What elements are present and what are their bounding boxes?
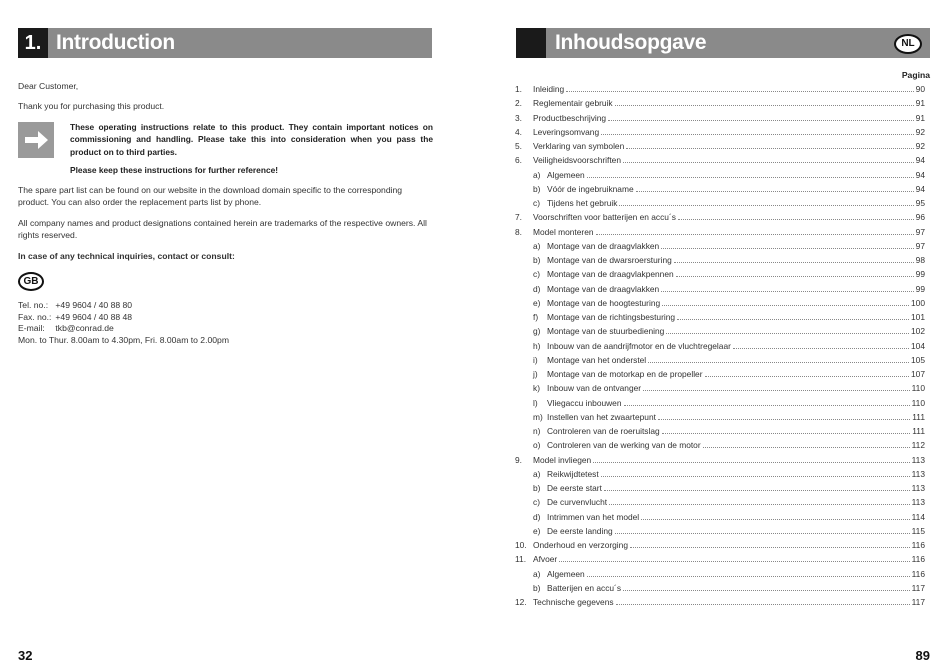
toc-entry <box>515 383 925 397</box>
toc-entry-number: b) <box>533 483 541 493</box>
toc-entry-label: Montage van de stuurbediening <box>547 326 665 337</box>
toc-entry-label: De eerste landing <box>547 525 613 536</box>
toc-entry-label: Vliegaccu inbouwen <box>547 397 622 408</box>
toc-leader-dots <box>619 205 913 206</box>
toc-entry-number: 8. <box>515 226 522 237</box>
toc-leader-dots <box>615 533 910 534</box>
toc-entry <box>515 312 925 326</box>
toc-entry-page: 94 <box>915 155 925 166</box>
toc-leader-dots <box>666 333 909 334</box>
toc-entry-label: Montage van de richtingsbesturing <box>547 312 676 322</box>
toc-entry-page: 94 <box>915 169 925 180</box>
toc-entry-page: 114 <box>911 511 925 522</box>
toc-entry <box>515 98 925 112</box>
toc-entry <box>515 426 925 440</box>
greeting: Dear Customer, <box>18 81 79 91</box>
toc-entry <box>515 355 925 369</box>
toc-entry-number: b) <box>533 183 541 194</box>
toc-leader-dots <box>623 162 914 163</box>
toc-entry <box>515 269 925 283</box>
toc-leader-dots <box>623 590 910 591</box>
page-number: 32 <box>18 648 33 663</box>
toc-entry <box>515 341 925 355</box>
toc-leader-dots <box>630 547 910 548</box>
toc-entry-number: f) <box>533 312 539 322</box>
toc-entry-page: 97 <box>915 226 925 237</box>
toc-entry-page: 90 <box>915 84 925 94</box>
toc-entry-label: Montage van de motorkap en de propeller <box>547 369 703 379</box>
toc-entry-number: a) <box>533 169 541 180</box>
toc-entry-page: 111 <box>912 426 925 436</box>
toc-leader-dots <box>609 504 910 505</box>
toc-leader-dots <box>559 561 909 562</box>
toc-leader-dots <box>587 576 910 577</box>
toc-leader-dots <box>703 447 910 448</box>
toc-header <box>516 28 930 58</box>
toc-entry-number: c) <box>533 269 540 280</box>
toc-entry-page: 113 <box>911 468 925 479</box>
toc-entry-label: Vóór de ingebruikname <box>547 183 634 194</box>
toc-entry-number: 5. <box>515 141 522 151</box>
toc-entry <box>515 198 925 212</box>
toc-entry <box>515 369 925 383</box>
toc-entry-number: 1. <box>515 84 522 94</box>
toc-entry-number: h) <box>533 340 541 351</box>
toc-entry <box>515 241 925 255</box>
toc-entry-page: 99 <box>915 283 925 294</box>
toc-entry-label: Montage van het onderstel <box>547 354 647 365</box>
toc-title: Inhoudsopgave <box>555 31 707 54</box>
toc-entry-label: Controleren van de werking van de motor <box>547 440 701 451</box>
toc-entry-page: 105 <box>911 354 925 365</box>
toc-entry-number: a) <box>533 468 541 479</box>
toc-entry-label: Model invliegen <box>533 454 592 465</box>
toc-entry-page: 92 <box>915 141 925 151</box>
toc-entry-label: Montage van de draagvlakken <box>547 283 660 294</box>
toc-entry <box>515 255 925 269</box>
toc-entry <box>515 469 925 483</box>
toc-leader-dots <box>661 248 913 249</box>
toc-leader-dots <box>643 390 910 391</box>
toc-entry <box>515 84 925 98</box>
toc-entry <box>515 583 925 597</box>
toc-leader-dots <box>674 262 914 263</box>
toc-entry <box>515 554 925 568</box>
toc-entry <box>515 497 925 511</box>
toc-entry-number: n) <box>533 426 541 436</box>
toc-entry-label: Model monteren <box>533 226 594 237</box>
toc-entry-page: 94 <box>915 183 925 194</box>
toc-entry <box>515 113 925 127</box>
toc-entry-number: d) <box>533 283 541 294</box>
contact-info <box>18 300 229 346</box>
arrow-right-icon <box>18 122 54 158</box>
toc-leader-dots <box>676 276 914 277</box>
toc-entry-label: Intrimmen van het model <box>547 511 640 522</box>
toc-entry-page: 113 <box>911 497 925 508</box>
fax-label: Fax. no.: <box>18 311 52 322</box>
toc-entry <box>515 170 925 184</box>
toc-entry-number: 2. <box>515 98 522 109</box>
trademarks-text: All company names and product designations contained herein are trademarks of the respective owners. All rights reserved. <box>18 218 427 240</box>
toc-entry-page: 116 <box>911 568 925 579</box>
toc-entry <box>515 141 925 155</box>
toc-entry-page: 95 <box>915 198 925 208</box>
toc-leader-dots <box>661 291 913 292</box>
toc-entry-page: 92 <box>915 126 925 137</box>
toc-entry-label: Reglementair gebruik <box>533 98 613 109</box>
toc-leader-dots <box>662 433 911 434</box>
toc-entry-page: 100 <box>911 297 925 308</box>
toc-leader-dots <box>616 604 910 605</box>
toc-entry-label: Technische gegevens <box>533 597 614 607</box>
toc-entry-number: o) <box>533 440 541 451</box>
toc-entry-page: 101 <box>911 312 925 322</box>
toc-leader-dots <box>601 476 910 477</box>
toc-entry-page: 115 <box>911 525 925 536</box>
toc-leader-dots <box>626 148 913 149</box>
section-header <box>18 28 432 58</box>
toc-entry <box>515 284 925 298</box>
toc-entry-label: Onderhoud en verzorging <box>533 540 628 550</box>
toc-entry-label: Afvoer <box>533 554 558 565</box>
toc-entry-page: 91 <box>915 112 925 123</box>
toc-entry <box>515 597 925 611</box>
tel-label: Tel. no.: <box>18 300 49 310</box>
toc-header-block <box>516 28 546 58</box>
toc-leader-dots <box>677 319 909 320</box>
toc-entry-label: Productbeschrijving <box>533 112 607 123</box>
toc-leader-dots <box>608 120 914 121</box>
toc-entry-number: m) <box>533 411 543 422</box>
toc-entry-page: 104 <box>911 340 925 351</box>
section-number-box <box>18 28 48 58</box>
toc-entry-number: a) <box>533 240 541 251</box>
toc-entry <box>515 440 925 454</box>
toc-entry-label: De eerste start <box>547 483 602 493</box>
section-title: Introduction <box>56 31 175 54</box>
toc-entry-label: Inbouw van de ontvanger <box>547 383 642 394</box>
toc-entry-page: 116 <box>911 554 925 565</box>
toc-entry-label: Montage van de dwarsroersturing <box>547 255 672 265</box>
right-page <box>475 0 950 670</box>
toc-entry-number: c) <box>533 497 540 508</box>
toc-entry-label: Montage van de draagvlakken <box>547 240 660 251</box>
tel-value: +49 9604 / 40 88 80 <box>55 300 133 310</box>
toc-entry <box>515 455 925 469</box>
toc-leader-dots <box>662 305 909 306</box>
toc-entry-label: Inleiding <box>533 84 565 94</box>
toc-entry-label: Veiligheidsvoorschriften <box>533 155 621 166</box>
page-number: 89 <box>915 648 930 663</box>
toc-entry <box>515 398 925 412</box>
toc-entry-page: 113 <box>911 454 925 465</box>
toc-entry <box>515 127 925 141</box>
email-label: E-mail: <box>18 323 45 334</box>
toc-leader-dots <box>587 177 914 178</box>
toc-entry-number: 10. <box>515 540 527 550</box>
toc-entry-label: Tijdens het gebruik <box>547 198 618 208</box>
toc-leader-dots <box>641 519 909 520</box>
toc-entry-number: 7. <box>515 212 522 223</box>
toc-entry-page: 107 <box>911 369 925 379</box>
toc-entry-label: Leveringsomvang <box>533 126 600 137</box>
table-of-contents <box>515 84 925 611</box>
toc-entry-number: e) <box>533 297 541 308</box>
toc-leader-dots <box>636 191 914 192</box>
toc-entry-label: De curvenvlucht <box>547 497 608 508</box>
toc-entry-page: 99 <box>915 269 925 280</box>
toc-entry-label: Instellen van het zwaartepunt <box>547 411 656 422</box>
toc-leader-dots <box>601 134 914 135</box>
toc-entry <box>515 569 925 583</box>
toc-entry-number: g) <box>533 326 541 337</box>
toc-leader-dots <box>648 362 909 363</box>
toc-entry-label: Verklaring van symbolen <box>533 141 625 151</box>
toc-entry-number: 3. <box>515 112 522 123</box>
toc-entry-page: 97 <box>915 240 925 251</box>
toc-entry-label: Controleren van de roeruitslag <box>547 426 660 436</box>
toc-entry <box>515 526 925 540</box>
toc-entry-page: 91 <box>915 98 925 109</box>
toc-entry-number: 12. <box>515 597 527 607</box>
toc-entry-page: 113 <box>911 483 925 493</box>
country-badge-nl: NL <box>894 34 922 54</box>
toc-entry-number: 4. <box>515 126 522 137</box>
toc-entry-label: Batterijen en accu´s <box>547 582 622 593</box>
toc-entry-page: 102 <box>911 326 925 337</box>
toc-entry-page: 117 <box>911 597 925 607</box>
toc-entry-label: Algemeen <box>547 568 585 579</box>
toc-leader-dots <box>705 376 910 377</box>
toc-entry-number: j) <box>533 369 538 379</box>
toc-entry-page: 111 <box>912 411 925 422</box>
important-notice: These operating instructions relate to this product. They contain important notices on commissioning and handling. Please take this into consideration when you pass the product on to third parties. <box>70 122 433 157</box>
toc-entry <box>515 155 925 169</box>
toc-entry-page: 110 <box>911 397 925 408</box>
toc-entry-page: 112 <box>911 440 925 451</box>
toc-leader-dots <box>678 219 914 220</box>
toc-entry-number: e) <box>533 525 541 536</box>
toc-entry-number: l) <box>533 397 538 408</box>
toc-entry-page: 117 <box>911 582 925 593</box>
toc-entry-label: Reikwijdtetest <box>547 468 599 479</box>
toc-entry-number: i) <box>533 354 538 365</box>
toc-entry-page: 110 <box>911 383 925 394</box>
toc-entry <box>515 184 925 198</box>
toc-entry-label: Montage van de draagvlakpennen <box>547 269 674 280</box>
toc-entry <box>515 326 925 340</box>
toc-entry-number: 6. <box>515 155 522 166</box>
toc-leader-dots <box>596 234 914 235</box>
toc-entry-page: 98 <box>915 255 925 265</box>
inquiries-heading: In case of any technical inquiries, contact or consult: <box>18 251 235 261</box>
toc-leader-dots <box>733 348 909 349</box>
office-hours: Mon. to Thur. 8.00am to 4.30pm, Fri. 8.00am to 2.00pm <box>18 334 229 345</box>
toc-entry <box>515 512 925 526</box>
toc-leader-dots <box>593 462 909 463</box>
pagina-label: Pagina <box>901 70 930 80</box>
thanks-text: Thank you for purchasing this product. <box>18 101 165 111</box>
toc-entry-number: c) <box>533 198 540 208</box>
section-number: 1. <box>24 32 42 54</box>
toc-entry <box>515 412 925 426</box>
toc-entry-label: Algemeen <box>547 169 585 180</box>
toc-entry-number: b) <box>533 255 541 265</box>
toc-entry-number: d) <box>533 511 541 522</box>
fax-value: +49 9604 / 40 88 48 <box>55 311 133 322</box>
toc-entry-number: 9. <box>515 454 522 465</box>
toc-leader-dots <box>604 490 910 491</box>
toc-entry-page: 116 <box>911 540 925 550</box>
keep-instructions-notice: Please keep these instructions for further reference! <box>70 165 279 175</box>
toc-leader-dots <box>658 419 910 420</box>
toc-entry-page: 96 <box>915 212 925 223</box>
toc-entry-number: a) <box>533 568 541 579</box>
toc-entry-label: Montage van de hoogtesturing <box>547 297 661 308</box>
toc-entry-label: Inbouw van de aandrijfmotor en de vluchtregelaar <box>547 340 731 351</box>
toc-leader-dots <box>624 405 910 406</box>
toc-entry-number: b) <box>533 582 541 593</box>
toc-leader-dots <box>615 105 914 106</box>
toc-entry <box>515 298 925 312</box>
toc-entry-number: 11. <box>515 554 527 565</box>
toc-leader-dots <box>566 91 913 92</box>
email-value: tkb@conrad.de <box>55 323 114 334</box>
spare-parts-text: The spare part list can be found on our website in the download domain specific to the corresponding product. You can also order the replacement parts list by phone. <box>18 185 403 207</box>
toc-entry-label: Voorschriften voor batterijen en accu´s <box>533 212 676 223</box>
toc-entry <box>515 227 925 241</box>
toc-entry <box>515 212 925 226</box>
country-badge-gb: GB <box>18 272 44 291</box>
toc-entry <box>515 483 925 497</box>
toc-entry <box>515 540 925 554</box>
toc-entry-number: k) <box>533 383 540 394</box>
